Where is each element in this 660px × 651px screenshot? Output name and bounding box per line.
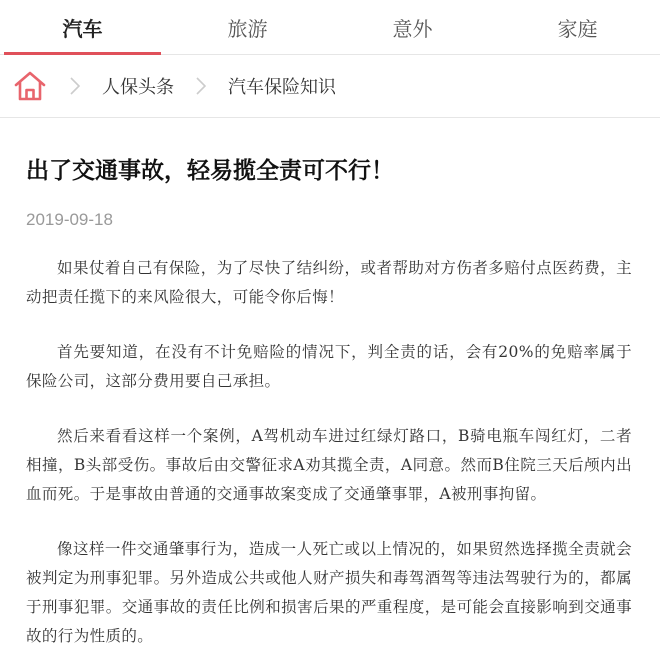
category-tabs bbox=[0, 0, 660, 55]
article-paragraph: 首先要知道，在没有不计免赔险的情况下，判全责的话，会有20%的免赔率属于保险公司，这部分费用要自己承担。 bbox=[26, 343, 632, 390]
tab-travel[interactable]: 旅游 bbox=[227, 16, 268, 41]
article-date: 2019-09-18 bbox=[26, 210, 113, 229]
breadcrumb-item-headlines[interactable]: 人保头条 bbox=[102, 77, 174, 98]
article-paragraph: 然后来看看这样一个案例，A驾机动车进过红绿灯路口，B骑电瓶车闯红灯，二者相撞，B头部受伤。事故后由交警征求A劝其揽全责，A同意。然而B住院三天后颅内出血而死。于是事故由普通的交通事故案变成了交通肇事罪，A被刑事拘留。 bbox=[26, 427, 632, 503]
article-paragraph: 如果仗着自己有保险，为了尽快了结纠纷，或者帮助对方伤者多赔付点医药费，主动把责任揽下的来风险很大，可能令你后悔！ bbox=[26, 259, 632, 306]
article-title: 出了交通事故，轻易揽全责可不行！ bbox=[26, 158, 394, 184]
tab-car[interactable]: 汽车 bbox=[0, 0, 165, 54]
breadcrumb bbox=[0, 55, 660, 118]
tab-family[interactable]: 家庭 bbox=[557, 16, 598, 41]
chevron-right-icon bbox=[60, 71, 90, 101]
article bbox=[0, 154, 660, 651]
article-paragraph: 像这样一件交通肇事行为，造成一人死亡或以上情况的，如果贸然选择揽全责就会被判定为刑事犯罪。另外造成公共或他人财产损失和毒驾酒驾等违法驾驶行为的，都属于刑事犯罪。交通事故的责任比例和损害后果的严重程度，是可能会直接影响到交通事故的行为性质的。 bbox=[26, 540, 632, 645]
breadcrumb-item-car-insurance[interactable]: 汽车保险知识 bbox=[228, 77, 336, 98]
tab-accident[interactable]: 意外 bbox=[392, 16, 433, 41]
home-icon[interactable] bbox=[14, 69, 48, 103]
chevron-right-icon bbox=[186, 71, 216, 101]
